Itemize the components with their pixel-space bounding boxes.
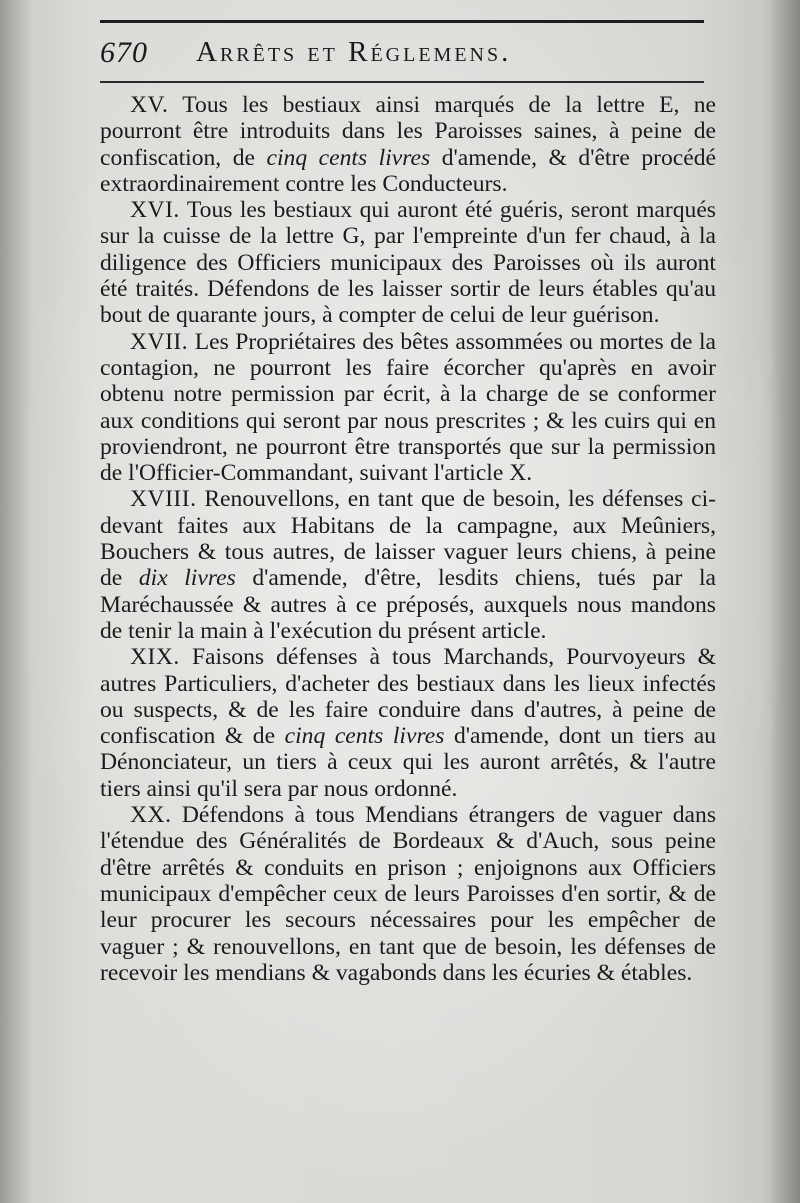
article-text: Les Propriétaires des bêtes assommées ou mortes de la contagion, ne pourront les faire écorcher qu'après en avoir obtenu notre permission par écrit, à la charge de se conformer aux conditions qui seront par nous prescrites ; & les cuirs qui en proviendront, ne pourront être transportés que sur la permission de l'Officier-Commandant, suivant l'article X. <box>100 328 716 487</box>
article-text: d'amende, & d'être procédé extraordinairement contre les Conducteurs. <box>100 144 716 197</box>
body-text <box>100 92 716 986</box>
article-paragraph <box>100 644 716 802</box>
article-paragraph <box>100 486 716 644</box>
article-paragraph <box>100 92 716 197</box>
article-paragraph <box>100 802 716 986</box>
article-number: XX. <box>130 802 172 829</box>
article-number: XVIII. <box>130 486 197 513</box>
running-title: Arrêts et Réglemens. <box>196 36 512 68</box>
italic-amount: cinq cents livres <box>284 723 445 750</box>
article-paragraph <box>100 329 716 487</box>
article-paragraph <box>100 197 716 328</box>
page-number: 670 <box>100 36 148 69</box>
article-text: Faisons défenses à tous Marchands, Pourvoyeurs & autres Particuliers, d'acheter des bestiaux dans les lieux infectés ou suspects, & de les faire conduire dans d'autres, à peine de confiscation & de <box>100 644 716 750</box>
article-number: XVI. <box>130 197 180 224</box>
article-text: Renouvellons, en tant que de besoin, les défenses ci-devant faites aux Habitans de la campagne, aux Meûniers, Bouchers & tous autres, de laisser vaguer leurs chiens, à peine de <box>100 486 716 592</box>
page-header <box>100 36 704 76</box>
italic-amount: cinq cents livres <box>266 144 431 171</box>
article-text: Tous les bestiaux ainsi marqués de la lettre E, ne pourront être introduits dans les Paroisses saines, à peine de confiscation, de <box>100 92 716 171</box>
article-text: d'amende, d'être, lesdits chiens, tués par la Maréchaussée & autres à ce préposés, auxquels nous mandons de tenir la main à l'exécution du présent article. <box>100 565 717 644</box>
article-text: Défendons à tous Mendians étrangers de vaguer dans l'étendue des Généralités de Bordeaux & d'Auch, sous peine d'être arrêtés & conduits en prison ; enjoignons aux Officiers municipaux d'empêcher ceux de leurs Paroisses d'en sortir, & de leur procurer les secours nécessaires pour les empêcher de vaguer ; & renouvellons, en tant que de besoin, les défenses de recevoir les mendians & vagabonds dans les écuries & étables. <box>100 802 716 986</box>
italic-amount: dix livres <box>138 565 236 592</box>
article-number: XVII. <box>130 328 189 355</box>
header-rule <box>100 81 704 83</box>
article-text: d'amende, dont un tiers au Dénonciateur, un tiers à ceux qui les auront arrêtés, & l'autre tiers ainsi qu'il sera par nous ordonné. <box>100 723 716 802</box>
article-text: Tous les bestiaux qui auront été guéris, seront marqués sur la cuisse de la lettre G, par l'empreinte d'un fer chaud, à la diligence des Officiers municipaux des Paroisses où ils auront été traités. Défendons de les laisser sortir de leurs étables qu'au bout de quarante jours, à compter de celui de leur guérison. <box>100 197 716 329</box>
top-rule <box>100 20 704 23</box>
article-number: XIX. <box>130 644 180 671</box>
page-edge-shadow <box>770 0 800 1203</box>
article-number: XV. <box>130 92 169 118</box>
